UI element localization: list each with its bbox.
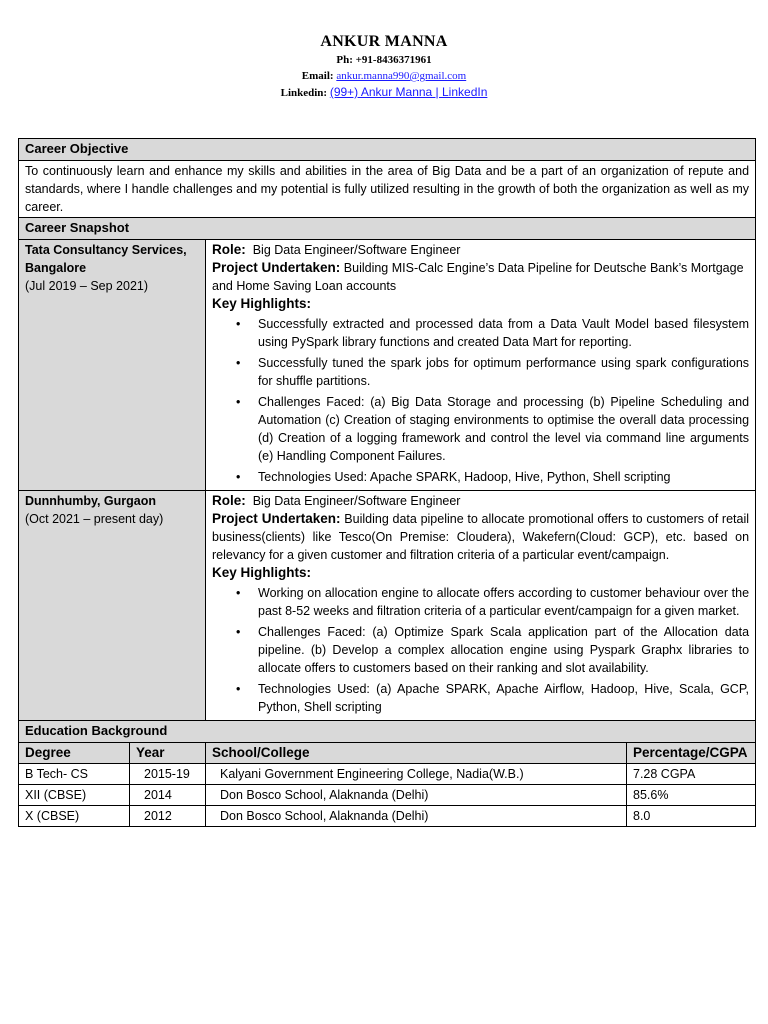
header-percentage: Percentage/CGPA [627, 743, 756, 764]
highlights-list [212, 315, 749, 486]
section-career-objective: Career Objective [19, 139, 756, 161]
bullet-icon: • [236, 470, 241, 484]
resume-header [0, 32, 768, 101]
bullet-icon: • [236, 317, 241, 331]
list-item [236, 680, 750, 716]
highlights-label: Key Highlights: [212, 296, 312, 311]
job-role [212, 492, 749, 510]
score-cell: 7.28 CGPA [627, 764, 756, 785]
highlights-list [212, 584, 749, 716]
project-value: Building MIS-Calc Engine’s Data Pipeline for Deutsche Bank’s Mortgage and Home Saving Loan accounts [212, 261, 744, 293]
highlight-text: Challenges Faced: (a) Big Data Storage and processing (b) Pipeline Scheduling and Automation (c) Creation of staging environments to optimise the overall data processing (d) Creation of a logging framework and control the level via command line arguments (e) Handling Component Failures. [258, 395, 750, 463]
school-cell: Don Bosco School, Alaknanda (Delhi) [206, 806, 627, 827]
degree-cell: X (CBSE) [19, 806, 130, 827]
project-label: Project Undertaken: [212, 511, 341, 526]
project-value: Building data pipeline to allocate promotional offers to customers of retail business(clients) like Tesco(On Premise: Cloudera), Wakefern(Cloud: GCP), etc. based on relevancy for a given customer and filtration criteria of a particular event/campaign. [212, 512, 750, 562]
job-project [212, 510, 749, 564]
highlight-text: Technologies Used: (a) Apache SPARK, Apache Airflow, Hadoop, Hive, Scala, GCP, Python, Shell scripting [258, 682, 750, 714]
candidate-name: ANKUR MANNA [320, 33, 448, 50]
score-cell: 85.6% [627, 785, 756, 806]
job-dates: (Jul 2019 – Sep 2021) [25, 279, 149, 293]
list-item [236, 468, 749, 486]
role-label: Role: [212, 242, 246, 257]
job-entry [19, 491, 756, 721]
job-project [212, 259, 749, 295]
list-item [236, 315, 750, 351]
job-dates: (Oct 2021 – present day) [25, 512, 164, 526]
job-company-cell [19, 240, 206, 491]
job-details-cell [206, 240, 756, 491]
job-details-cell [206, 491, 756, 721]
job-company-cell [19, 491, 206, 721]
list-item [236, 354, 750, 390]
email-line [0, 68, 768, 84]
phone-line [0, 52, 768, 68]
email-label: Email: [301, 70, 334, 82]
header-school: School/College [206, 743, 627, 764]
year-cell: 2012 [130, 806, 206, 827]
table-row [19, 806, 756, 827]
school-cell: Don Bosco School, Alaknanda (Delhi) [206, 785, 627, 806]
bullet-icon: • [236, 395, 241, 409]
role-value: Big Data Engineer/Software Engineer [252, 243, 461, 257]
list-item [236, 584, 750, 620]
list-item [236, 623, 750, 677]
resume-table [18, 138, 756, 827]
highlight-text: Working on allocation engine to allocate offers according to customer behaviour over the past 8-52 weeks and filtration criteria of a particular event/campaign for a given market. [258, 586, 750, 618]
bullet-icon: • [236, 682, 241, 696]
bullet-icon: • [236, 625, 241, 639]
school-cell: Kalyani Government Engineering College, Nadia(W.B.) [206, 764, 627, 785]
education-header-row [19, 743, 756, 764]
linkedin-label: Linkedin: [280, 87, 328, 99]
highlight-text: Successfully tuned the spark jobs for optimum performance using spark configurations for shuffle partitions. [258, 356, 750, 388]
section-career-snapshot: Career Snapshot [19, 218, 756, 240]
year-cell: 2014 [130, 785, 206, 806]
bullet-icon: • [236, 586, 241, 600]
linkedin-link[interactable]: (99+) Ankur Manna | LinkedIn [329, 85, 488, 99]
header-year: Year [130, 743, 206, 764]
bullet-icon: • [236, 356, 241, 370]
highlight-text: Technologies Used: Apache SPARK, Hadoop, Hive, Python, Shell scripting [258, 470, 671, 484]
linkedin-line [0, 84, 768, 101]
project-label: Project Undertaken: [212, 260, 341, 275]
objective-text: To continuously learn and enhance my skills and abilities in the area of Big Data and be a part of an organization of repute and standards, where I handle challenges and my potential is fully utilized resulting in the growth of both the organization as well as my career. [19, 161, 756, 218]
list-item [236, 393, 750, 465]
job-role [212, 241, 749, 259]
job-entry [19, 240, 756, 491]
degree-cell: B Tech- CS [19, 764, 130, 785]
header-degree: Degree [19, 743, 130, 764]
highlights-label: Key Highlights: [212, 565, 312, 580]
phone-label: Ph: [336, 54, 353, 66]
role-label: Role: [212, 493, 246, 508]
year-cell: 2015-19 [130, 764, 206, 785]
email-link[interactable]: ankur.manna990@gmail.com [336, 70, 467, 82]
table-row [19, 785, 756, 806]
section-education: Education Background [19, 721, 756, 743]
table-row [19, 764, 756, 785]
role-value: Big Data Engineer/Software Engineer [252, 494, 461, 508]
score-cell: 8.0 [627, 806, 756, 827]
highlight-text: Successfully extracted and processed data from a Data Vault Model based filesystem using PySpark library functions and created Data Mart for reporting. [258, 317, 750, 349]
company-name: Tata Consultancy Services, Bangalore [25, 243, 187, 275]
company-name: Dunnhumby, Gurgaon [25, 494, 157, 508]
phone-number: +91-8436371961 [355, 54, 432, 66]
degree-cell: XII (CBSE) [19, 785, 130, 806]
highlight-text: Challenges Faced: (a) Optimize Spark Scala application part of the Allocation data pipeline. (b) Develop a complex allocation engine using Pyspark Graphx libraries to allocate offers to customers based on their ranking and slot availability. [258, 625, 750, 675]
